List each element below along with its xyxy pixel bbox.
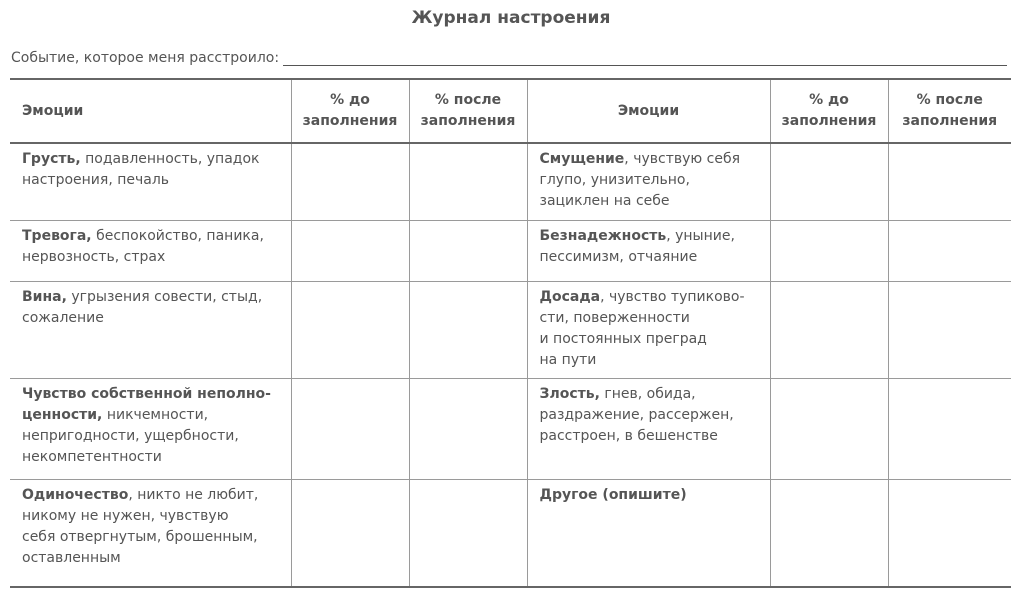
mood-journal-table xyxy=(10,78,1011,588)
before-percent-input[interactable] xyxy=(291,143,409,221)
after-percent-input[interactable] xyxy=(409,143,527,221)
header-after-left: % после заполнения xyxy=(409,79,527,143)
emotion-cell-left: Тревога, беспокойство, паника, нервозность, страх xyxy=(22,228,264,265)
emotion-cell-right: Другое (опишите) xyxy=(527,480,770,588)
table-row xyxy=(10,379,1011,480)
emotion-cell-right: Злость, гнев, обида, раздражение, рассержен, расстроен, в бешенстве xyxy=(527,379,770,480)
emotion-cell-left: Грусть, подавленность, упадок настроения, печаль xyxy=(22,151,260,188)
header-after-right: % после заполнения xyxy=(888,79,1011,143)
after-percent-input[interactable] xyxy=(888,143,1011,221)
event-line xyxy=(11,50,1007,66)
after-percent-input[interactable] xyxy=(888,221,1011,282)
table-row xyxy=(10,221,1011,282)
before-percent-input[interactable] xyxy=(291,379,409,480)
table-row xyxy=(10,282,1011,379)
header-before-right: % до заполнения xyxy=(770,79,888,143)
emotion-cell-left: Вина, угрызения совести, стыд, сожаление xyxy=(22,289,263,326)
after-percent-input[interactable] xyxy=(888,379,1011,480)
emotion-cell-right: Безнадежность, уныние, пессимизм, отчаяние xyxy=(527,221,770,282)
header-emotions-left: Эмоции xyxy=(22,102,84,119)
event-input-line[interactable] xyxy=(283,52,1007,66)
before-percent-input[interactable] xyxy=(770,221,888,282)
before-percent-input[interactable] xyxy=(770,143,888,221)
before-percent-input[interactable] xyxy=(770,282,888,379)
table-row xyxy=(10,480,1011,588)
after-percent-input[interactable] xyxy=(409,221,527,282)
after-percent-input[interactable] xyxy=(888,480,1011,588)
header-emotions-right: Эмоции xyxy=(527,79,770,143)
emotion-cell-right: Смущение, чувствую себя глупо, унизительно, зациклен на себе xyxy=(527,143,770,221)
after-percent-input[interactable] xyxy=(888,282,1011,379)
event-label: Событие, которое меня расстроило: xyxy=(11,50,280,66)
header-before-left: % до заполнения xyxy=(291,79,409,143)
after-percent-input[interactable] xyxy=(409,282,527,379)
after-percent-input[interactable] xyxy=(409,480,527,588)
before-percent-input[interactable] xyxy=(770,480,888,588)
page-title: Журнал настроения xyxy=(411,8,611,28)
after-percent-input[interactable] xyxy=(409,379,527,480)
before-percent-input[interactable] xyxy=(770,379,888,480)
before-percent-input[interactable] xyxy=(291,480,409,588)
before-percent-input[interactable] xyxy=(291,282,409,379)
emotion-cell-right: Досада, чувство тупиково- сти, поверженности и постоянных преград на пути xyxy=(527,282,770,379)
before-percent-input[interactable] xyxy=(291,221,409,282)
table-header-row xyxy=(10,79,1011,143)
emotion-cell-left: Чувство собственной неполно- ценности, никчемности, непригодности, ущербности, некомпетентности xyxy=(22,386,271,465)
table-row xyxy=(10,143,1011,221)
emotion-cell-left: Одиночество, никто не любит, никому не нужен, чувствую себя отвергнутым, брошенным, оставленным xyxy=(22,487,259,566)
